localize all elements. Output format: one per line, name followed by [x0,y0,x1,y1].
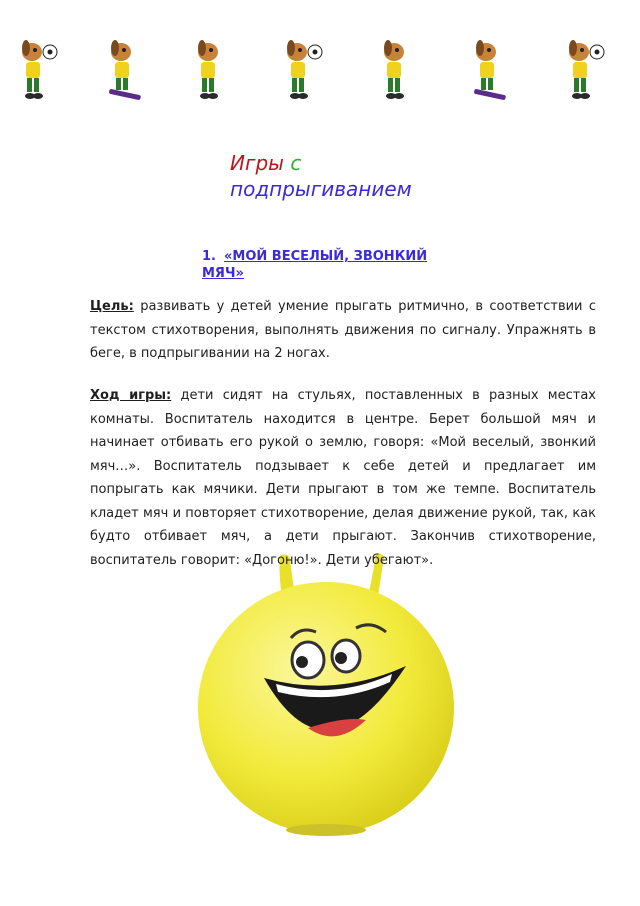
dog-skateboard-mascot-icon [470,38,510,104]
dog-mascot-icon [190,38,230,104]
game-name: «МОЙ ВЕСЕЛЫЙ, ЗВОНКИЙ МЯЧ» [202,249,428,281]
goal-paragraph [90,295,596,366]
dog-mascot-icon [376,38,416,104]
game-number: 1. [202,249,216,264]
title-word-1: Игры [230,151,284,175]
game-heading [202,248,442,282]
dog-football-mascot-icon [565,38,605,104]
title-word-2: с [290,151,302,175]
procedure-text: дети сидят на стульях, поставленных в разных местах комнаты. Воспитатель находится в центре. Берет большой мяч и начинает отбивать его рукой о землю, говоря: «Мой веселый, звонкий мяч…». Воспитатель подзывает к себе детей и предлагает им попрыгать как мячики. Дети прыгают в том же темпе. Воспитатель кладет мяч и повторяет стихотворение, делая движение рукой, так, как будто отбивает мяч, а дети прыгают. Закончив стихотворение, воспитатель говорит: «Догоню!». Дети убегают». [90,388,596,568]
page-title [230,150,450,202]
dog-skateboard-mascot-icon [105,38,145,104]
title-word-3: подпрыгиванием [230,177,412,201]
dog-football-mascot-icon [283,38,323,104]
dog-football-mascot-icon [18,38,58,104]
mascot-border [0,38,640,108]
goal-text: развивать у детей умение прыгать ритмично, в соответствии с текстом стихотворения, выполнять движения по сигналу. Упражнять в беге, в подпрыгивании на 2 ногах. [90,299,596,361]
goal-label: Цель: [90,299,134,314]
procedure-paragraph [90,384,596,572]
procedure-label: Ход игры: [90,388,172,403]
smiling-hopper-ball-icon [196,548,456,838]
